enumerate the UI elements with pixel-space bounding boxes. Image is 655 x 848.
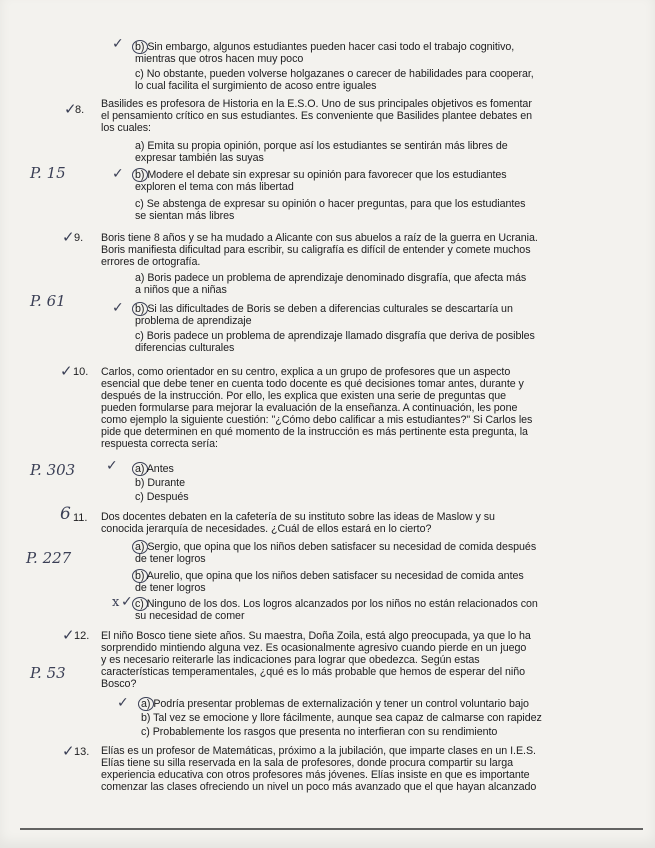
q9-option-b: b) Si las dificultades de Boris se deben a diferencias culturales se descartaría un [135,303,513,315]
checkmark-icon: ✓ [112,36,124,52]
cross-mark-icon: x [112,595,120,610]
q9-option-a-cont: a niños que a niñas [135,284,227,296]
checkmark-icon: ✓ [64,100,77,118]
q11-option-b: b) Aurelio, que opina que los niños deben satisfacer su necesidad de comida antes [135,570,524,582]
checkmark-icon: ✓ [60,362,73,380]
checkmark-icon: ✓ [117,695,129,711]
handwritten-page-ref: P. 15 [30,164,66,182]
handwritten-page-ref: P. 303 [30,461,76,479]
q8-option-c: c) Se abstenga de expresar su opinión o hacer preguntas, para que los estudiantes [135,198,526,210]
checkmark-icon: ✓ [106,458,118,474]
q12-number: 12. [74,630,90,642]
q11-stem-line: Dos docentes debaten en la cafetería de su instituto sobre las ideas de Maslow y su [101,511,495,523]
q11-number: 11. [73,512,88,524]
q12-stem-line: y es necesario reiterarle las indicaciones para lograr que obedezca. Según estas [101,654,480,666]
q9-option-c: c) Boris padece un problema de aprendizaje llamado disgrafía que deriva de posibles [135,330,535,342]
q7-option-c: c) No obstante, pueden volverse holgazanes o carecer de habilidades para cooperar, [135,68,534,80]
q9-option-b-cont: problema de aprendizaje [135,315,252,327]
q8-stem-line: el pensamiento crítico en sus estudiantes. Es conveniente que Basilides plantee debates en [101,110,533,122]
q13-number: 13. [74,746,90,758]
q13-stem-line: comenzar las clases ofreciendo un nivel un poco más avanzado que el que hayan alcanzado [101,781,537,793]
q8-option-c-cont: se sientan más libres [135,210,235,222]
q10-stem-line: pide que determinen en qué momento de la instrucción es más pertinente esta pregunta, la [101,426,528,438]
q10-stem-line: respuesta correcta sería: [101,438,218,450]
q7-option-b-cont: mientras que otros hacen muy poco [135,53,304,65]
q13-stem-line: experiencia educativa con otros profesores más jóvenes. Elías insiste en que es importante [101,769,530,781]
q11-option-a: a) Sergio, que opina que los niños deben satisfacer su necesidad de comida después [135,541,537,553]
q9-option-c-cont: diferencias culturales [135,342,235,354]
checkmark-icon: ✓ [112,166,124,182]
checkmark-icon: ✓ [62,228,75,246]
checkmark-icon: ✓ [62,626,75,644]
q9-stem-line: Boris tiene 8 años y se ha mudado a Alicante con sus abuelos a raíz de la guerra en Ucrania. [101,232,538,244]
q7-option-c-cont: lo cual facilita el surgimiento de acoso entre iguales [135,80,377,92]
handwritten-page-ref: P. 227 [26,549,72,567]
q9-number: 9. [74,232,84,244]
q11-stem-line: conocida jerarquía de necesidades. ¿Cuál de ellos estará en lo cierto? [101,523,432,535]
q10-stem-line: después de la instrucción. Por ello, les explica que existen una serie de preguntas que [101,390,507,402]
q11-option-c: c) Ninguno de los dos. Los logros alcanzados por los niños no están relacionados con [135,598,538,610]
q8-stem-line: Basilides es profesora de Historia en la E.S.O. Uno de sus principales objetivos es fomentar [101,98,532,110]
checkmark-icon: ✓ [62,742,75,760]
q10-number: 10. [73,366,89,378]
q12-stem-line: Bosco? [101,678,137,690]
q9-stem-line: errores de ortografía. [101,256,201,268]
q10-stem-line: esencial que debe tener en cuenta todo docente es qué decisiones tomar antes, durante y [101,378,524,390]
q8-option-b-cont: exploren el tema con más libertad [135,181,294,193]
q10-option-b: b) Durante [135,477,185,489]
q8-option-a: a) Emita su propia opinión, porque así los estudiantes se sentirán más libres de [135,140,508,152]
q11-option-a-cont: de tener logros [135,553,206,565]
q12-stem-line: El niño Bosco tiene siete años. Su maestra, Doña Zoila, está algo preocupada, ya que lo ha [101,630,531,642]
q11-option-b-cont: de tener logros [135,582,206,594]
q13-stem-line: Elías tiene su silla reservada en la sala de profesores, donde procura compartir su larga [101,757,513,769]
checkmark-icon: ✓ [121,594,133,610]
q13-stem-line: Elías es un profesor de Matemáticas, próximo a la jubilación, que imparte clases en un I.E.S. [101,745,536,757]
q11-option-c-cont: su necesidad de comer [135,610,245,622]
handwritten-page-ref: P. 61 [30,292,66,310]
q9-stem-line: Boris manifiesta dificultad para escribir, su caligrafía es difícil de entender y comete muchos [101,244,531,256]
q10-option-a: a) Antes [135,463,174,475]
q12-stem-line: sorprendido mintiendo alguna vez. Es ocasionalmente agresivo cuando pierde en un juego [101,642,527,654]
q9-option-a: a) Boris padece un problema de aprendizaje denominado disgrafía, que afecta más [135,272,527,284]
handwritten-page-ref: P. 53 [30,664,66,682]
q10-option-c: c) Después [135,491,189,503]
q8-option-b: b) Modere el debate sin expresar su opinión para favorecer que los estudiantes [135,169,507,181]
q10-stem-line: pueden formularse para mejorar la evaluación de la enseñanza. A continuación, les pone [101,402,518,414]
q12-option-a: a) Podría presentar problemas de externalización y tener un control voluntario bajo [141,698,529,710]
q12-option-b: b) Tal vez se emocione y llore fácilmente, aunque sea capaz de calmarse con rapidez [141,712,542,724]
checkmark-icon: ✓ [112,300,124,316]
q12-stem-line: características temperamentales, ¿qué es lo más probable que hemos de esperar del niño [101,666,526,678]
q8-stem-line: los cuales: [101,122,151,134]
q12-option-c: c) Probablemente los rasgos que presenta no interfieran con su rendimiento [141,726,498,738]
page-bottom-edge [20,828,643,836]
q8-number: 8. [75,104,85,116]
q8-option-a-cont: expresar también las suyas [135,152,264,164]
q7-option-b: b) Sin embargo, algunos estudiantes pueden hacer casi todo el trabajo cognitivo, [135,41,515,53]
q10-stem-line: como ejemplo la siguiente cuestión: "¿Cómo debo calificar a mis estudiantes?" Si Carlos les [101,414,533,426]
handwritten-mark: 6 [60,504,71,524]
q10-stem-line: Carlos, como orientador en su centro, explica a un grupo de profesores que un aspecto [101,366,511,378]
